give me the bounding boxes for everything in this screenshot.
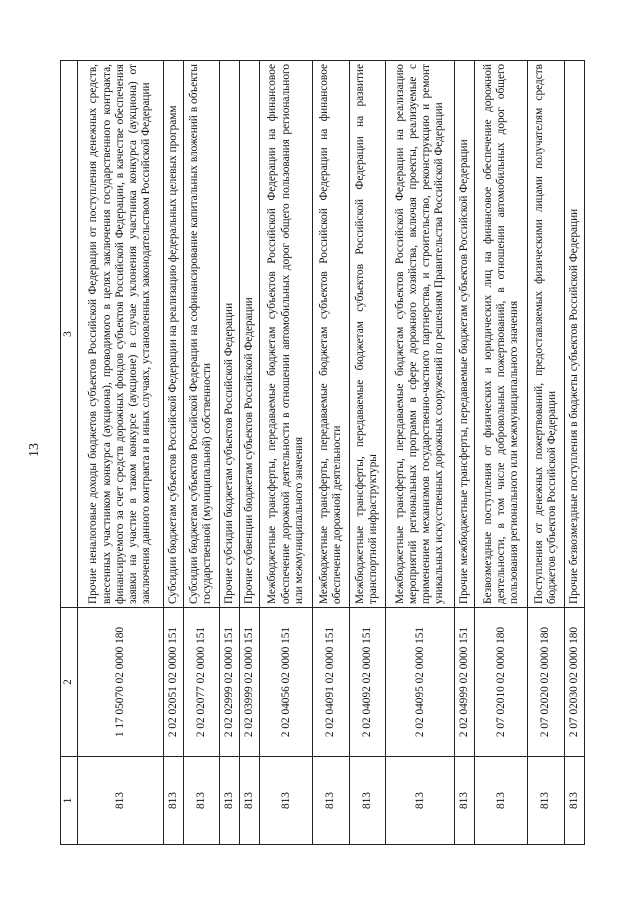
budget-code-cell: 2 07 02030 02 0000 180 [564, 608, 584, 757]
header-col-1: 1 [61, 757, 78, 845]
admin-code-cell: 813 [528, 757, 564, 845]
table-row [183, 61, 219, 845]
budget-code-cell: 2 07 02020 02 0000 180 [528, 608, 564, 757]
admin-code-cell: 813 [240, 757, 260, 845]
admin-code-cell: 813 [386, 757, 455, 845]
table-row [260, 61, 313, 845]
budget-code-cell: 2 02 04092 02 0000 151 [349, 608, 385, 757]
budget-code-cell: 2 02 04999 02 0000 151 [455, 608, 475, 757]
description-cell: Прочие межбюджетные трансферты, передаваемые бюджетам субъектов Российской Федерации [455, 61, 475, 608]
table-row [455, 61, 475, 845]
budget-code-cell: 2 02 02999 02 0000 151 [220, 608, 240, 757]
description-cell: Прочие неналоговые доходы бюджетов субъектов Российской Федерации от поступления денежных средств, внесенных участником конкурса (аукциона), проводимого в целях заключения государственного контракта, финансируемого за счет средств дорожных фондов субъектов Российской Федерации, в качестве обеспечения заявки на участие в таком конкурсе (аукционе) в случае уклонения участника конкурса (аукциона) от заключения данного контракта и в иных случаях, установленных законодательством Российской Федерации [78, 61, 164, 608]
admin-code-cell: 813 [313, 757, 349, 845]
budget-code-cell: 1 17 05070 02 0000 180 [78, 608, 164, 757]
table-row [564, 61, 584, 845]
admin-code-cell: 813 [183, 757, 219, 845]
budget-code-cell: 2 02 04091 02 0000 151 [313, 608, 349, 757]
table-row [78, 61, 164, 845]
admin-code-cell: 813 [78, 757, 164, 845]
header-col-2: 2 [61, 608, 78, 757]
rotated-table-container [60, 60, 585, 845]
admin-code-cell: 813 [475, 757, 528, 845]
budget-code-cell: 2 07 02010 02 0000 180 [475, 608, 528, 757]
description-cell: Субсидии бюджетам субъектов Российской Федерации на софинансирование капитальных вложений в объекты государственной (муниципальной) собственности [183, 61, 219, 608]
table-row [475, 61, 528, 845]
admin-code-cell: 813 [163, 757, 183, 845]
admin-code-cell: 813 [349, 757, 385, 845]
budget-code-cell: 2 02 02077 02 0000 151 [183, 608, 219, 757]
admin-code-cell: 813 [220, 757, 240, 845]
description-cell: Прочие субсидии бюджетам субъектов Российской Федерации [220, 61, 240, 608]
admin-code-cell: 813 [564, 757, 584, 845]
table-row [349, 61, 385, 845]
table-row [528, 61, 564, 845]
budget-code-cell: 2 02 02051 02 0000 151 [163, 608, 183, 757]
description-cell: Межбюджетные трансферты, передаваемые бюджетам субъектов Российской Федерации на финансовое обеспечение дорожной деятельности в отношении автомобильных дорог общего пользования регионального или межмуниципального значения [260, 61, 313, 608]
admin-code-cell: 813 [260, 757, 313, 845]
table-row [386, 61, 455, 845]
income-codes-table [60, 60, 585, 845]
description-cell: Межбюджетные трансферты, передаваемые бюджетам субъектов Российской Федерации на финансовое обеспечение дорожной деятельности [313, 61, 349, 608]
table-row [240, 61, 260, 845]
description-cell: Межбюджетные трансферты, передаваемые бюджетам субъектов Российской Федерации на реализацию мероприятий региональных программ в сфере дорожного хозяйства, включая проекты, реализуемые с применением механизмов государственно-частного партнерства, и строительство, реконструкцию и ремонт уникальных искусственных дорожных сооружений по решениям Правительства Российской Федерации [386, 61, 455, 608]
description-cell: Безвозмездные поступления от физических и юридических лиц на финансовое обеспечение дорожной деятельности, в том числе добровольных пожертвований, в отношении автомобильных дорог общего пользования регионального или межмуниципального значения [475, 61, 528, 608]
budget-code-cell: 2 02 04095 02 0000 151 [386, 608, 455, 757]
description-cell: Поступления от денежных пожертвований, предоставляемых физическими лицами получателям средств бюджетов субъектов Российской Федерации [528, 61, 564, 608]
table-row [220, 61, 240, 845]
description-cell: Прочие безвозмездные поступления в бюджеты субъектов Российской Федерации [564, 61, 584, 608]
header-col-3: 3 [61, 61, 78, 608]
description-cell: Межбюджетные трансферты, передаваемые бюджетам субъектов Российской Федерации на развитие транспортной инфраструктуры [349, 61, 385, 608]
description-cell: Прочие субвенции бюджетам субъектов Российской Федерации [240, 61, 260, 608]
page-number: 13 [27, 443, 42, 457]
admin-code-cell: 813 [455, 757, 475, 845]
budget-code-cell: 2 02 04056 02 0000 151 [260, 608, 313, 757]
table-row [313, 61, 349, 845]
budget-code-cell: 2 02 03999 02 0000 151 [240, 608, 260, 757]
table-header-row [61, 61, 78, 845]
description-cell: Субсидии бюджетам субъектов Российской Федерации на реализацию федеральных целевых программ [163, 61, 183, 608]
table-row [163, 61, 183, 845]
